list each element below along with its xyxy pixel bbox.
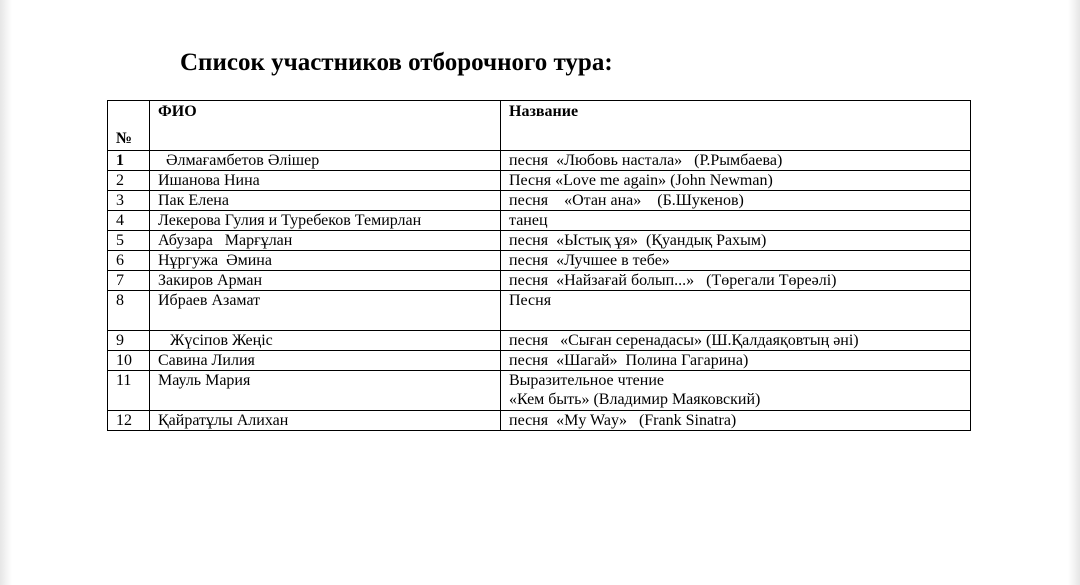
row-fio: Әлмағамбетов Әлішер <box>150 151 501 171</box>
table-row <box>108 171 971 191</box>
table-row <box>108 291 971 331</box>
row-num: 1 <box>108 151 150 171</box>
row-fio: Жүсіпов Жеңіс <box>150 331 501 351</box>
row-name: песня «Ыстық ұя» (Қуандық Рахым) <box>501 231 971 251</box>
table-row <box>108 331 971 351</box>
table-row <box>108 371 971 411</box>
participants-table <box>107 100 971 431</box>
row-num: 5 <box>108 231 150 251</box>
header-fio: ФИО <box>150 101 501 151</box>
row-fio: Пак Елена <box>150 191 501 211</box>
row-name-line: Выразительное чтение <box>509 372 665 389</box>
page-title: Список участников отборочного тура: <box>180 49 613 76</box>
table-row <box>108 151 971 171</box>
table-row <box>108 351 971 371</box>
row-name-line: «Кем быть» (Владимир Маяковский) <box>509 391 761 408</box>
page-shadow-right <box>1068 0 1080 585</box>
row-name: песня «Отан ана» (Б.Шукенов) <box>501 191 971 211</box>
table-row <box>108 231 971 251</box>
table-row <box>108 271 971 291</box>
row-num: 8 <box>108 291 150 331</box>
row-name: танец <box>501 211 971 231</box>
row-fio: Савина Лилия <box>150 351 501 371</box>
row-num: 9 <box>108 331 150 351</box>
row-fio: Лекерова Гулия и Туребеков Темирлан <box>150 211 501 231</box>
row-name: песня «Шагай» Полина Гагарина) <box>501 351 971 371</box>
row-fio: Ибраев Азамат <box>150 291 501 331</box>
row-name: Песня «Love me again» (John Newman) <box>501 171 971 191</box>
row-name: песня «My Way» (Frank Sinatra) <box>501 411 971 431</box>
row-fio: Нұргужа Әмина <box>150 251 501 271</box>
row-num: 2 <box>108 171 150 191</box>
table-row <box>108 211 971 231</box>
header-name: Название <box>501 101 971 151</box>
row-name: Песня <box>501 291 971 331</box>
row-num: 3 <box>108 191 150 211</box>
page-shadow-left <box>0 0 12 585</box>
row-name: песня «Найзағай болып...» (Төрегали Төреәлі) <box>501 271 971 291</box>
row-fio: Қайратұлы Алихан <box>150 411 501 431</box>
row-num: 12 <box>108 411 150 431</box>
header-num: № <box>108 101 150 151</box>
row-fio: Мауль Мария <box>150 371 501 411</box>
row-name: песня «Любовь настала» (Р.Рымбаева) <box>501 151 971 171</box>
table-row <box>108 191 971 211</box>
row-num: 4 <box>108 211 150 231</box>
table-header-row <box>108 101 971 151</box>
row-name: песня «Сыған серенадасы» (Ш.Қалдаяқовтың әні) <box>501 331 971 351</box>
row-name-multiline <box>501 371 971 411</box>
row-name: песня «Лучшее в тебе» <box>501 251 971 271</box>
row-num: 6 <box>108 251 150 271</box>
row-num: 11 <box>108 371 150 411</box>
table-row <box>108 411 971 431</box>
row-fio: Ишанова Нина <box>150 171 501 191</box>
table-row <box>108 251 971 271</box>
row-num: 10 <box>108 351 150 371</box>
row-num: 7 <box>108 271 150 291</box>
row-fio: Закиров Арман <box>150 271 501 291</box>
row-fio: Абузара Марғұлан <box>150 231 501 251</box>
